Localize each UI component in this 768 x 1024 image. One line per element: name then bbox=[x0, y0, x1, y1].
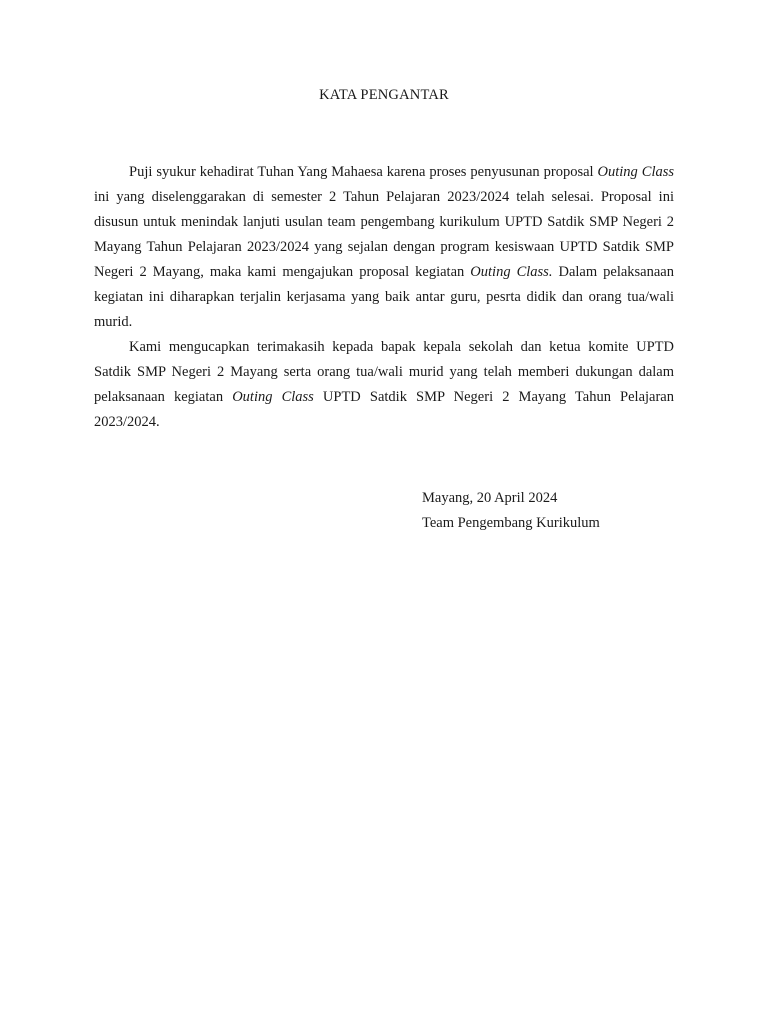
paragraph-intro-text-3: Dalam pelaksanaan kegiatan ini diharapkan terjalin kerjasama yang baik antar guru, pesrta didik dan orang tua/wali murid. bbox=[94, 264, 674, 330]
paragraph-intro-text-2: ini yang diselenggarakan di semester 2 Tahun Pelajaran 2023/2024 telah selesai. Proposal ini disusun untuk menindak lanjuti usulan team pengembang kurikulum UPTD Satdik SMP Negeri 2 Mayang Tahun Pelajaran 2023/2024 yang sejalan dengan program kesiswaan UPTD Satdik SMP Negeri 2 Mayang, maka kami mengajukan proposal kegiatan bbox=[94, 189, 674, 280]
paragraph-intro-text-1: Puji syukur kehadirat Tuhan Yang Mahaesa karena proses penyusunan proposal bbox=[129, 164, 598, 180]
signature-block bbox=[422, 486, 600, 536]
signatory-name: Team Pengembang Kurikulum bbox=[422, 515, 600, 531]
paragraph-intro-italic-2: Outing Class. bbox=[470, 264, 553, 280]
place-date: Mayang, 20 April 2024 bbox=[422, 490, 558, 506]
page-title: KATA PENGANTAR bbox=[319, 87, 449, 103]
paragraph-thanks bbox=[94, 335, 674, 435]
document-body bbox=[94, 160, 674, 435]
paragraph-thanks-italic-1: Outing Class bbox=[232, 389, 314, 405]
paragraph-thanks-text-1: Kami mengucapkan terimakasih kepada bapak kepala sekolah dan ketua komite UPTD Satdik SMP Negeri 2 Mayang serta orang tua/wali murid yang telah memberi dukungan dalam pelaksanaan kegiatan bbox=[94, 339, 674, 405]
paragraph-intro-italic-1: Outing Class bbox=[597, 164, 675, 180]
paragraph-thanks-text-2: UPTD Satdik SMP Negeri 2 Mayang Tahun Pelajaran 2023/2024. bbox=[94, 389, 674, 430]
paragraph-intro bbox=[94, 160, 674, 335]
